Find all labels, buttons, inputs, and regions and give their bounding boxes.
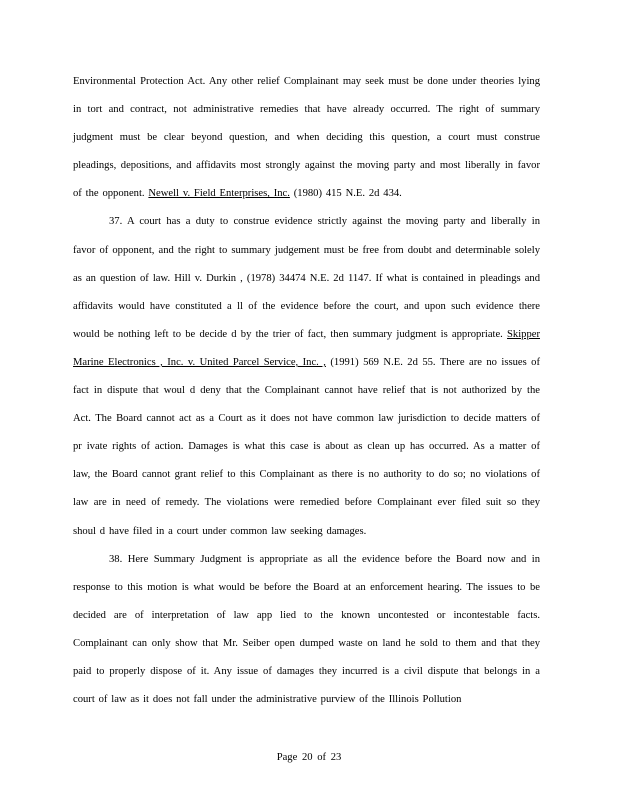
page-label: Page [276,752,298,763]
page-number: 20 [301,752,313,763]
document-body [73,68,540,714]
paragraph-text: 38. Here Summary Judgment is appropriate as all the evidence before the Board now and in response to this motion is what would be before the Board at an enforcement hearing. The issues to be decided are of interpretation of law app lied to the known uncontested or incontestable facts. Complainant can only show that Mr. Seiber open dumped waste on land he sold to them and that they paid to properly dispose of it. Any issue of damages they incurred is a civil dispute that belongs in a court of law as it does not fall under the administrative purview of the Illinois Pollution [73,553,540,706]
page-footer [0,752,618,763]
paragraph-text: 37. A court has a duty to construe evidence strictly against the moving party and liberally in favor of opponent, and the right to summary judgement must be free from doubt and determinable solely as an question of law. Hill v. Durkin , (1978) 34474 N.E. 2d 1147. If what is contained in pleadings and affidavits would have constituted a ll of the evidence before the court, and upon such evidence there would be nothing left to be decide d by the trier of fact, then summary judgment is appropriate. [73,216,540,340]
paragraph-38 [73,546,540,715]
paragraph-continued [73,68,540,208]
paragraph-text: (1991) 569 N.E. 2d 55. There are no issues of fact in dispute that woul d deny that the Complainant cannot have relief that is not authorized by the Act. The Board cannot act as a Court as it does not have common law jurisdiction to decide matters of pr ivate rights of action. Damages is what this case is about as clean up has occurred. As a matter of law, the Board cannot grant relief to this Complainant as there is no authority to do so; no violations of law are in need of remedy. The violations were remedied before Complainant ever filed suit so they shoul d have filed in a court under common law seeking damages. [73,356,541,537]
paragraph-text: Environmental Protection Act. Any other relief Complainant may seek must be done under theories lying in tort and contract, not administrative remedies that have already occurred. The right of summary judgment must be clear beyond question, and when deciding this question, a court must construe pleadings, depositions, and affidavits most strongly against the moving party and most liberally in favor of the opponent. [73,76,540,200]
page-total: 23 [330,752,342,763]
case-citation: Newell v. Field Enterprises, Inc. [148,188,290,200]
paragraph-37 [73,208,540,545]
case-citation: Skipper Marine Electronics , Inc. v. United Parcel Service, Inc. , [73,328,540,368]
of-label: of [317,752,327,763]
paragraph-text: (1980) 415 N.E. 2d 434. [289,188,402,200]
